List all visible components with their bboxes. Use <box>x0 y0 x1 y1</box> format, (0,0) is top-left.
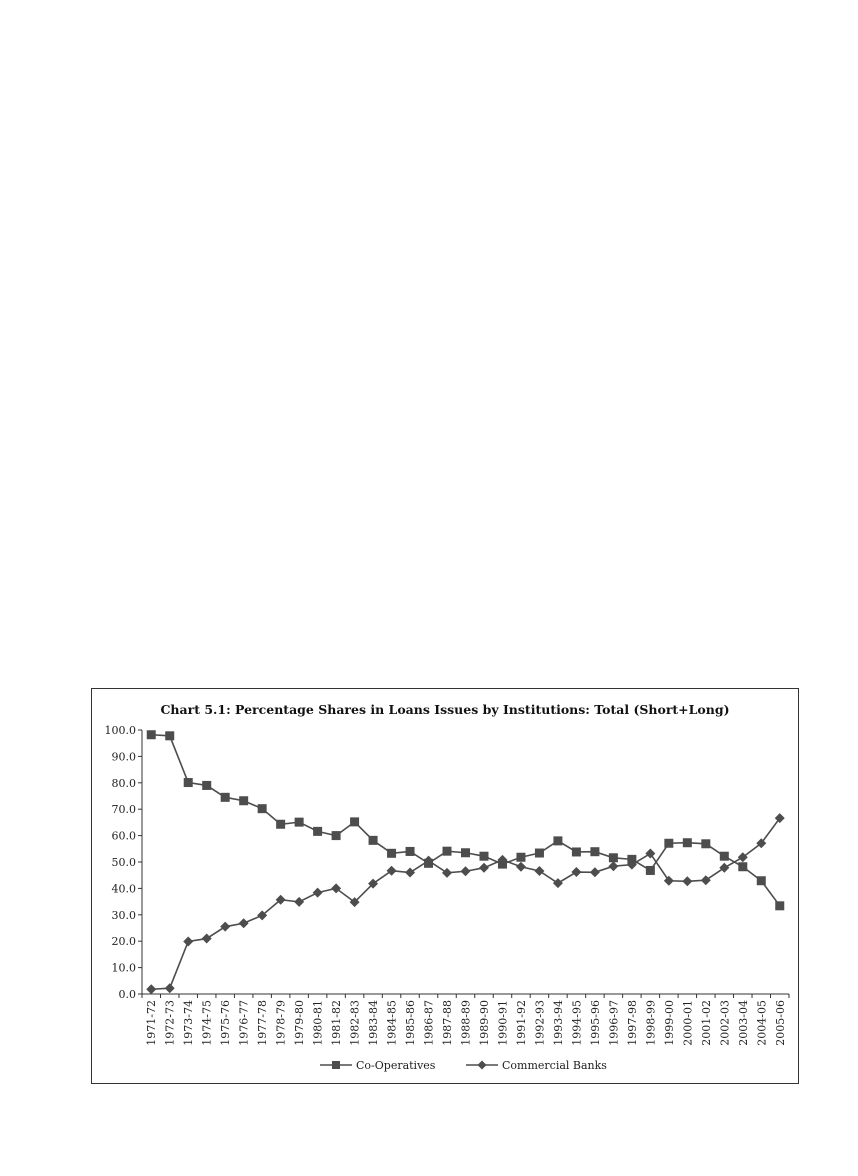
data-point <box>516 862 526 872</box>
legend-marker <box>478 1061 487 1070</box>
data-point <box>147 730 156 739</box>
data-point <box>608 861 618 871</box>
x-tick-label: 2002-03 <box>718 1000 732 1046</box>
data-point <box>461 848 470 857</box>
data-point <box>220 922 230 932</box>
data-point <box>479 852 488 861</box>
y-tick-label: 0.0 <box>118 988 136 1001</box>
x-tick-label: 1978-79 <box>274 1000 288 1046</box>
x-tick-label: 2001-02 <box>699 1000 713 1046</box>
data-point <box>202 934 212 944</box>
x-tick-label: 1985-86 <box>404 1000 418 1046</box>
x-tick-label: 1973-74 <box>182 1000 196 1046</box>
x-tick-label: 1990-91 <box>496 1000 510 1046</box>
x-tick-label: 1976-77 <box>237 1000 251 1046</box>
data-point <box>701 839 710 848</box>
x-tick-label: 2003-04 <box>736 1000 750 1046</box>
x-tick-label: 1993-94 <box>551 1000 565 1046</box>
data-point <box>572 847 581 856</box>
data-point <box>294 897 304 907</box>
y-tick-label: 60.0 <box>111 829 136 843</box>
data-point <box>720 852 729 861</box>
data-point <box>719 863 729 873</box>
y-tick-label: 100.0 <box>104 724 136 737</box>
y-tick-label: 30.0 <box>111 908 136 922</box>
data-point <box>571 867 581 877</box>
data-point <box>165 983 175 993</box>
data-point <box>738 862 747 871</box>
y-tick-label: 40.0 <box>111 882 136 896</box>
x-tick-label: 1974-75 <box>200 1000 214 1046</box>
data-point <box>350 817 359 826</box>
x-tick-label: 1980-81 <box>311 1000 325 1046</box>
data-point <box>313 888 323 898</box>
y-tick-label: 90.0 <box>111 750 136 764</box>
x-tick-label: 1998-99 <box>644 1000 658 1046</box>
data-point <box>183 936 193 946</box>
data-point <box>590 847 599 856</box>
legend <box>320 1059 607 1072</box>
data-point <box>553 836 562 845</box>
data-point <box>313 827 322 836</box>
y-tick-label: 50.0 <box>111 856 136 869</box>
x-tick-label: 1983-84 <box>367 1000 381 1046</box>
chart-title: Chart 5.1: Percentage Shares in Loans Issues by Institutions: Total (Short+Long) <box>160 702 730 717</box>
data-point <box>369 836 378 845</box>
data-point <box>590 867 600 877</box>
x-tick-label: 1997-98 <box>625 1000 639 1046</box>
x-tick-label: 1996-97 <box>607 1000 621 1046</box>
data-point <box>442 868 452 878</box>
data-point <box>757 876 766 885</box>
data-point <box>405 868 415 878</box>
x-tick-label: 1991-92 <box>514 1000 528 1046</box>
legend-marker <box>332 1061 340 1069</box>
data-point <box>239 796 248 805</box>
data-point <box>276 820 285 829</box>
x-tick-label: 2000-01 <box>681 1000 695 1046</box>
x-tick-label: 1977-78 <box>256 1000 270 1046</box>
y-tick-label: 10.0 <box>111 961 136 975</box>
data-point <box>387 866 397 876</box>
x-tick-label: 1981-82 <box>330 1000 344 1046</box>
data-point <box>387 849 396 858</box>
data-point <box>295 818 304 827</box>
data-point <box>461 866 471 876</box>
data-point <box>609 853 618 862</box>
data-point <box>146 984 156 994</box>
x-tick-label: 1995-96 <box>588 1000 602 1046</box>
x-tick-label: 1988-89 <box>459 1000 473 1046</box>
data-point <box>646 866 655 875</box>
data-point <box>645 849 655 859</box>
x-tick-label: 1994-95 <box>570 1000 584 1046</box>
line-chart <box>92 689 798 1083</box>
legend-item <box>320 1059 436 1072</box>
x-tick-label: 1999-00 <box>662 1000 676 1046</box>
series-layer <box>146 730 785 994</box>
legend-label: Co-Operatives <box>356 1059 436 1072</box>
legend-item <box>466 1059 607 1072</box>
data-point <box>443 847 452 856</box>
data-point <box>165 731 174 740</box>
data-point <box>332 831 341 840</box>
x-tick-label: 1979-80 <box>293 1000 307 1046</box>
data-point <box>553 878 563 888</box>
data-point <box>184 778 193 787</box>
data-point <box>682 876 692 886</box>
data-point <box>239 918 249 928</box>
data-point <box>664 839 673 848</box>
x-tick-label: 1984-85 <box>385 1000 399 1046</box>
data-point <box>775 901 784 910</box>
x-tick-label: 1982-83 <box>348 1000 362 1046</box>
x-tick-label: 1989-90 <box>477 1000 491 1046</box>
data-point <box>221 793 230 802</box>
data-point <box>701 875 711 885</box>
data-point <box>534 866 544 876</box>
y-tick-label: 70.0 <box>111 803 136 817</box>
x-tick-label: 1971-72 <box>145 1000 159 1046</box>
data-point <box>683 838 692 847</box>
x-tick-label: 1972-73 <box>163 1000 177 1046</box>
data-point <box>406 847 415 856</box>
chart-frame <box>91 688 799 1084</box>
data-point <box>202 781 211 790</box>
x-tick-label: 1992-93 <box>533 1000 547 1046</box>
data-point <box>516 853 525 862</box>
x-tick-label: 2005-06 <box>773 1000 787 1046</box>
legend-label: Commercial Banks <box>502 1059 607 1072</box>
x-tick-label: 1986-87 <box>422 1000 436 1046</box>
data-point <box>258 804 267 813</box>
data-point <box>479 863 489 873</box>
x-tick-label: 2004-05 <box>755 1000 769 1046</box>
y-tick-label: 20.0 <box>111 935 136 949</box>
x-tick-label: 1987-88 <box>441 1000 455 1046</box>
data-point <box>664 876 674 886</box>
x-tick-label: 1975-76 <box>219 1000 233 1046</box>
data-point <box>535 849 544 858</box>
y-tick-label: 80.0 <box>111 776 136 790</box>
